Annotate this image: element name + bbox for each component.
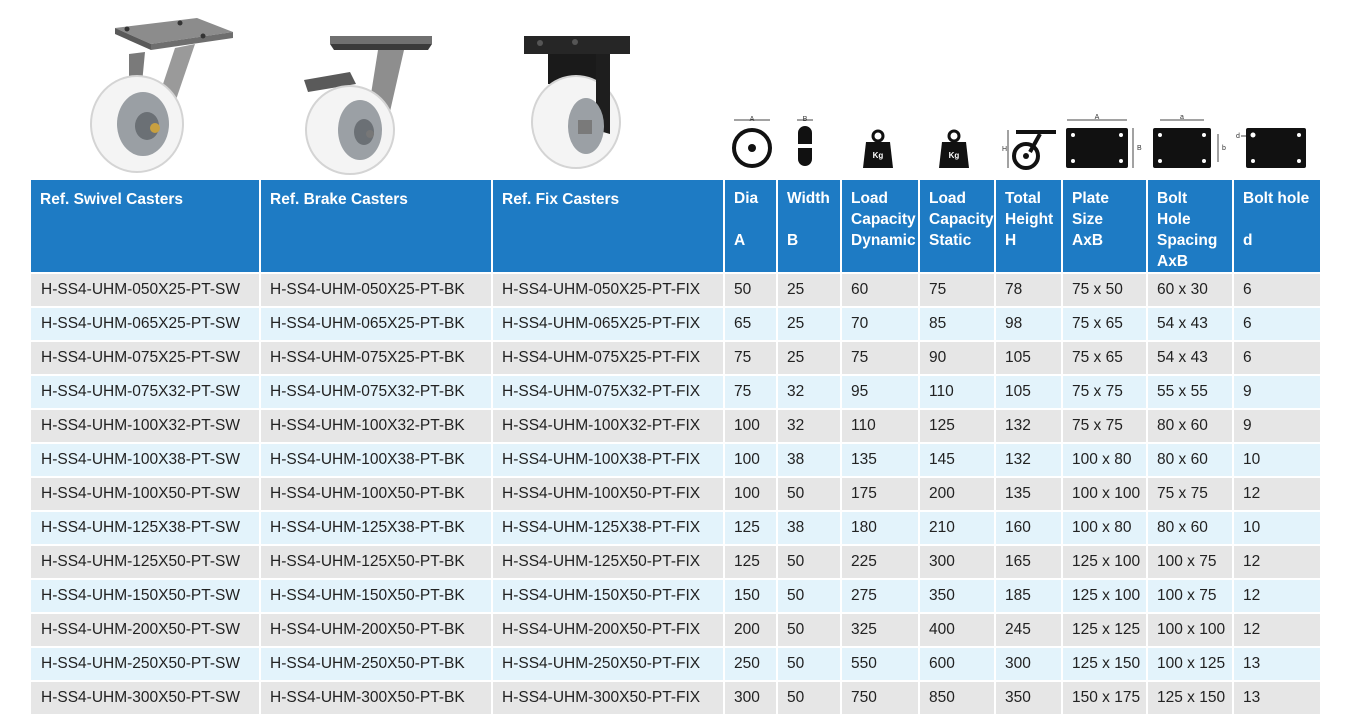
table-cell: 100 x 125 (1147, 647, 1233, 681)
table-cell: 12 (1233, 477, 1320, 511)
column-header (260, 180, 492, 273)
table-cell: 250 (724, 647, 777, 681)
table-cell: 13 (1233, 647, 1320, 681)
table-cell: 6 (1233, 341, 1320, 375)
table-cell: 100 x 80 (1062, 511, 1147, 545)
table-cell: 38 (777, 443, 841, 477)
table-cell: 300 (724, 681, 777, 714)
table-cell: 10 (1233, 511, 1320, 545)
column-header (492, 180, 724, 273)
column-header (31, 180, 260, 273)
table-cell: 50 (724, 273, 777, 307)
table-cell: H-SS4-UHM-075X25-PT-SW (31, 341, 260, 375)
table-cell: 135 (841, 443, 919, 477)
diameter-icon (728, 114, 776, 172)
table-cell: H-SS4-UHM-075X25-PT-BK (260, 341, 492, 375)
bolt-spacing-icon (1150, 112, 1234, 172)
table-cell: 125 x 150 (1062, 647, 1147, 681)
table-cell: 9 (1233, 409, 1320, 443)
table-cell: 180 (841, 511, 919, 545)
plate-size-icon (1063, 112, 1147, 172)
table-cell: 150 (724, 579, 777, 613)
table-cell: H-SS4-UHM-100X38-PT-FIX (492, 443, 724, 477)
table-cell: H-SS4-UHM-300X50-PT-FIX (492, 681, 724, 714)
table-cell: 135 (995, 477, 1062, 511)
svg-text:Kg: Kg (948, 151, 960, 160)
table-cell: H-SS4-UHM-065X25-PT-FIX (492, 307, 724, 341)
table-cell: H-SS4-UHM-200X50-PT-SW (31, 613, 260, 647)
svg-text:A: A (1094, 114, 1100, 121)
table-cell: 25 (777, 307, 841, 341)
table-cell: 75 x 65 (1062, 341, 1147, 375)
table-row (31, 579, 1320, 613)
table-cell: H-SS4-UHM-050X25-PT-SW (31, 273, 260, 307)
table-cell: H-SS4-UHM-065X25-PT-BK (260, 307, 492, 341)
table-cell: 275 (841, 579, 919, 613)
table-cell: H-SS4-UHM-075X32-PT-BK (260, 375, 492, 409)
table-cell: 100 (724, 443, 777, 477)
table-cell: 38 (777, 511, 841, 545)
table-cell: H-SS4-UHM-075X25-PT-FIX (492, 341, 724, 375)
column-header-line: Capacity (851, 211, 916, 228)
table-cell: H-SS4-UHM-125X38-PT-BK (260, 511, 492, 545)
table-cell: 90 (919, 341, 995, 375)
column-header-line (270, 210, 482, 231)
table-cell: 125 (724, 545, 777, 579)
table-cell: 80 x 60 (1147, 409, 1233, 443)
column-header-line: Dia (734, 190, 759, 207)
table-cell: 350 (919, 579, 995, 613)
table-cell: 185 (995, 579, 1062, 613)
column-header-line: Ref. Swivel Casters (40, 191, 184, 208)
table-cell: 75 x 75 (1147, 477, 1233, 511)
svg-text:a: a (1180, 114, 1184, 121)
table-cell: 25 (777, 341, 841, 375)
table-cell: 9 (1233, 375, 1320, 409)
table-body (31, 273, 1320, 714)
table-cell: 60 x 30 (1147, 273, 1233, 307)
table-cell: 100 x 80 (1062, 443, 1147, 477)
table-row (31, 647, 1320, 681)
table-row (31, 443, 1320, 477)
column-header-line: AxB (1072, 232, 1104, 249)
table-cell: 12 (1233, 613, 1320, 647)
table-cell: 75 (841, 341, 919, 375)
table-cell: H-SS4-UHM-075X32-PT-FIX (492, 375, 724, 409)
table-cell: 125 (919, 409, 995, 443)
table-cell: 110 (841, 409, 919, 443)
column-header-line: B (787, 232, 799, 249)
table-cell: 50 (777, 647, 841, 681)
table-header-row (31, 180, 1320, 273)
svg-text:d: d (1236, 133, 1240, 140)
svg-text:H: H (1002, 146, 1008, 153)
table-cell: 80 x 60 (1147, 443, 1233, 477)
table-cell: 110 (919, 375, 995, 409)
table-row (31, 273, 1320, 307)
column-header-line: A (734, 232, 746, 249)
table-cell: H-SS4-UHM-075X32-PT-SW (31, 375, 260, 409)
caster-spec-table (31, 180, 1320, 714)
table-cell: H-SS4-UHM-100X32-PT-BK (260, 409, 492, 443)
width-icon (793, 114, 817, 172)
column-header-line: Bolt hole (1243, 190, 1310, 207)
column-header-line: Ref. Brake Casters (270, 191, 408, 208)
table-cell: H-SS4-UHM-150X50-PT-SW (31, 579, 260, 613)
column-header (1147, 180, 1233, 273)
table-cell: H-SS4-UHM-250X50-PT-SW (31, 647, 260, 681)
column-header (724, 180, 777, 273)
table-cell: 200 (724, 613, 777, 647)
table-cell: 225 (841, 545, 919, 579)
table-cell: 850 (919, 681, 995, 714)
table-cell: 50 (777, 477, 841, 511)
table-cell: 80 x 60 (1147, 511, 1233, 545)
table-cell: 25 (777, 273, 841, 307)
table-row (31, 409, 1320, 443)
table-cell: H-SS4-UHM-200X50-PT-BK (260, 613, 492, 647)
table-cell: 200 (919, 477, 995, 511)
table-cell: H-SS4-UHM-050X25-PT-FIX (492, 273, 724, 307)
table-cell: 32 (777, 375, 841, 409)
table-cell: 95 (841, 375, 919, 409)
table-cell: H-SS4-UHM-100X32-PT-FIX (492, 409, 724, 443)
table-cell: H-SS4-UHM-125X50-PT-SW (31, 545, 260, 579)
column-header-line: Width (787, 190, 830, 207)
total-height-icon (1000, 126, 1060, 172)
column-header-line: Load (851, 190, 889, 207)
table-cell: 12 (1233, 579, 1320, 613)
table-cell: 300 (995, 647, 1062, 681)
table-cell: 60 (841, 273, 919, 307)
table-cell: H-SS4-UHM-065X25-PT-SW (31, 307, 260, 341)
column-header-line: Capacity (929, 211, 994, 228)
column-header-line: Total (1005, 190, 1041, 207)
table-cell: H-SS4-UHM-250X50-PT-FIX (492, 647, 724, 681)
table-cell: 98 (995, 307, 1062, 341)
table-cell: 300 (919, 545, 995, 579)
svg-text:A: A (749, 116, 755, 123)
column-header-line: Dynamic (851, 232, 916, 249)
table-cell: 132 (995, 409, 1062, 443)
table-cell: H-SS4-UHM-100X50-PT-FIX (492, 477, 724, 511)
column-header-line: Height (1005, 211, 1054, 228)
table-cell: H-SS4-UHM-125X38-PT-SW (31, 511, 260, 545)
table-row (31, 545, 1320, 579)
table-cell: 6 (1233, 307, 1320, 341)
table-cell: 100 x 100 (1062, 477, 1147, 511)
table-cell: 125 x 100 (1062, 545, 1147, 579)
table-cell: 85 (919, 307, 995, 341)
table-cell: 125 x 125 (1062, 613, 1147, 647)
table-cell: 132 (995, 443, 1062, 477)
table-cell: 145 (919, 443, 995, 477)
table-cell: 350 (995, 681, 1062, 714)
svg-text:B: B (802, 116, 808, 123)
table-cell: H-SS4-UHM-300X50-PT-SW (31, 681, 260, 714)
table-cell: 175 (841, 477, 919, 511)
table-cell: 54 x 43 (1147, 341, 1233, 375)
table-cell: 245 (995, 613, 1062, 647)
column-header-line: Bolt Hole (1157, 190, 1191, 228)
weight-dynamic-icon (862, 128, 894, 170)
bolt-hole-icon (1236, 120, 1310, 172)
table-cell: H-SS4-UHM-300X50-PT-BK (260, 681, 492, 714)
table-cell: 165 (995, 545, 1062, 579)
column-header-line: Spacing (1157, 232, 1218, 249)
column-header-line (502, 210, 714, 231)
column-header (995, 180, 1062, 273)
table-cell: 10 (1233, 443, 1320, 477)
column-header-line (734, 209, 767, 230)
table-cell: 75 x 65 (1062, 307, 1147, 341)
table-cell: H-SS4-UHM-100X32-PT-SW (31, 409, 260, 443)
table-cell: 50 (777, 579, 841, 613)
table-cell: H-SS4-UHM-100X50-PT-SW (31, 477, 260, 511)
table-cell: 150 x 175 (1062, 681, 1147, 714)
table-cell: 78 (995, 273, 1062, 307)
fix-caster-image (520, 34, 635, 174)
table-cell: 750 (841, 681, 919, 714)
column-header-line: Ref. Fix Casters (502, 191, 620, 208)
column-header-line: d (1243, 232, 1253, 249)
table-cell: H-SS4-UHM-200X50-PT-FIX (492, 613, 724, 647)
table-cell: H-SS4-UHM-100X38-PT-BK (260, 443, 492, 477)
table-cell: 125 (724, 511, 777, 545)
table-cell: 6 (1233, 273, 1320, 307)
column-header (777, 180, 841, 273)
table-cell: 550 (841, 647, 919, 681)
table-cell: 210 (919, 511, 995, 545)
table-row (31, 511, 1320, 545)
brake-caster-image (300, 30, 440, 175)
table-cell: 75 (919, 273, 995, 307)
table-cell: 75 x 75 (1062, 409, 1147, 443)
column-header (1233, 180, 1320, 273)
table-cell: 75 (724, 341, 777, 375)
table-cell: H-SS4-UHM-250X50-PT-BK (260, 647, 492, 681)
column-header-line: Plate (1072, 190, 1110, 207)
table-cell: 400 (919, 613, 995, 647)
table-cell: 160 (995, 511, 1062, 545)
table-cell: 54 x 43 (1147, 307, 1233, 341)
table-cell: 55 x 55 (1147, 375, 1233, 409)
table-row (31, 341, 1320, 375)
table-row (31, 477, 1320, 511)
table-cell: 105 (995, 375, 1062, 409)
table-cell: H-SS4-UHM-100X50-PT-BK (260, 477, 492, 511)
table-cell: 325 (841, 613, 919, 647)
column-header-line: Load (929, 190, 967, 207)
table-cell: 100 x 75 (1147, 579, 1233, 613)
column-header-line (1243, 209, 1311, 230)
table-cell: 100 x 100 (1147, 613, 1233, 647)
table-cell: 50 (777, 681, 841, 714)
column-header-line (787, 209, 831, 230)
table-cell: H-SS4-UHM-050X25-PT-BK (260, 273, 492, 307)
table-cell: 12 (1233, 545, 1320, 579)
column-header-line: H (1005, 232, 1017, 249)
swivel-caster-image (85, 14, 245, 174)
column-header-line: Static (929, 232, 972, 249)
table-row (31, 375, 1320, 409)
column-header-line (40, 210, 250, 231)
table-cell: 125 x 100 (1062, 579, 1147, 613)
weight-static-icon (938, 128, 970, 170)
svg-text:Kg: Kg (872, 151, 884, 160)
table-cell: 50 (777, 613, 841, 647)
table-row (31, 613, 1320, 647)
svg-text:b: b (1222, 145, 1226, 152)
table-cell: 600 (919, 647, 995, 681)
table-cell: 125 x 150 (1147, 681, 1233, 714)
table-cell: 75 x 75 (1062, 375, 1147, 409)
product-icons (0, 0, 1350, 180)
column-header (1062, 180, 1147, 273)
table-cell: 13 (1233, 681, 1320, 714)
table-cell: H-SS4-UHM-125X50-PT-FIX (492, 545, 724, 579)
column-header (841, 180, 919, 273)
table-cell: 100 (724, 477, 777, 511)
table-cell: H-SS4-UHM-125X50-PT-BK (260, 545, 492, 579)
table-cell: 75 x 50 (1062, 273, 1147, 307)
table-cell: H-SS4-UHM-150X50-PT-FIX (492, 579, 724, 613)
table-cell: 70 (841, 307, 919, 341)
table-cell: 75 (724, 375, 777, 409)
table-cell: H-SS4-UHM-100X38-PT-SW (31, 443, 260, 477)
svg-text:B: B (1137, 145, 1142, 152)
table-cell: 50 (777, 545, 841, 579)
column-header (919, 180, 995, 273)
table-cell: H-SS4-UHM-150X50-PT-BK (260, 579, 492, 613)
column-header-line: Size (1072, 211, 1104, 228)
table-cell: 100 x 75 (1147, 545, 1233, 579)
table-cell: H-SS4-UHM-125X38-PT-FIX (492, 511, 724, 545)
table-row (31, 307, 1320, 341)
column-header-line: AxB (1157, 253, 1189, 270)
table-cell: 32 (777, 409, 841, 443)
table-cell: 105 (995, 341, 1062, 375)
table-row (31, 681, 1320, 714)
table-cell: 100 (724, 409, 777, 443)
table-cell: 65 (724, 307, 777, 341)
